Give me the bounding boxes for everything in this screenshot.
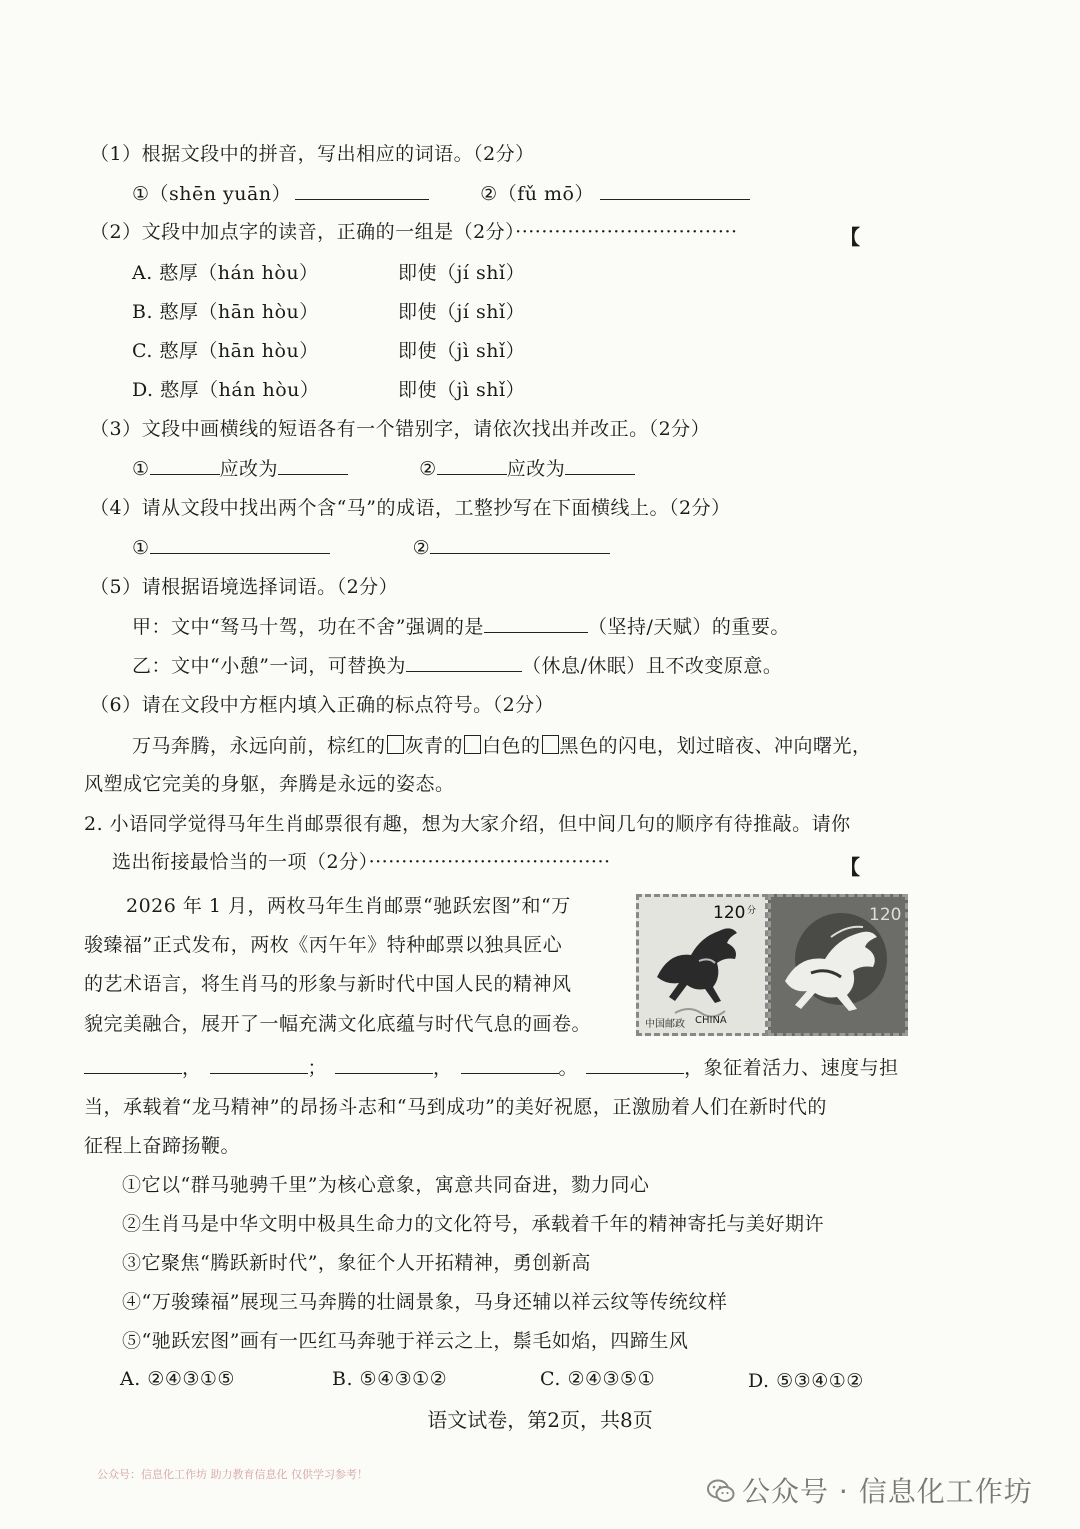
q1-a-label: ①（shēn yuān）: [132, 183, 292, 205]
watermark-right: [706, 1470, 1033, 1510]
q6-passage-line2: 风塑成它完美的身躯，奔腾是永远的姿态。: [84, 773, 455, 795]
q4-a-blank[interactable]: [150, 535, 330, 554]
q5-jia-text: 甲：文中“驽马十驾，功在不舍”强调的是: [132, 616, 484, 638]
q5-yi-line: [132, 653, 782, 679]
q3-b-fix-blank[interactable]: [565, 456, 635, 475]
q7-blank-5[interactable]: [586, 1055, 684, 1074]
q2-option-d: D. 憨厚（hán hòu）: [132, 379, 320, 401]
q7-blank-1[interactable]: [84, 1055, 182, 1074]
q2-option-d-pair: 即使（jì shǐ）: [398, 379, 526, 401]
q6-passage-line1: [132, 733, 872, 759]
q7-prompt-line2: 选出衔接最恰当的一项（2分）·····································: [112, 851, 611, 873]
q4-answer-line: [132, 535, 610, 561]
q4-b-blank[interactable]: [430, 535, 610, 554]
stamp1-country: CHINA: [695, 1015, 727, 1026]
q1-answer-line: [132, 181, 750, 207]
q7-choice-d: D. ⑤③④①②: [748, 1370, 864, 1392]
q7-passage-line1: 2026 年 1 月，两枚马年生肖邮票“驰跃宏图”和“万: [126, 895, 571, 917]
q1-prompt: （1）根据文段中的拼音，写出相应的词语。（2分）: [90, 143, 535, 165]
q7-prompt-line1: 2. 小语同学觉得马年生肖邮票很有趣，想为大家介绍，但中间几句的顺序有待推敲。请你: [84, 813, 851, 835]
q3-prompt: （3）文段中画横线的短语各有一个错别字，请依次找出并改正。（2分）: [90, 418, 711, 440]
q5-yi-blank[interactable]: [406, 653, 522, 672]
q2-option-c-pair: 即使（jì shǐ）: [398, 340, 526, 362]
q2-option-b-pair: 即使（jí shǐ）: [398, 301, 526, 323]
q5-jia-options: （坚持/天赋）的重要。: [587, 616, 790, 638]
q2-option-b: B. 憨厚（hān hòu）: [132, 301, 319, 323]
q7-blanks-tail: ，象征着活力、速度与担: [684, 1057, 899, 1079]
q6-punct-box-2[interactable]: [464, 735, 481, 754]
q7-blank-4[interactable]: [461, 1055, 559, 1074]
q7-answer-bracket[interactable]: 【: [840, 855, 860, 879]
q3-b-label: ②: [419, 458, 437, 480]
q5-jia-line: [132, 614, 790, 640]
horse-illustration-1: [639, 897, 765, 1033]
q3-a-fix-blank[interactable]: [278, 456, 348, 475]
q7-item-4: ④“万骏臻福”展现三马奔腾的壮阔景象，马身还辅以祥云纹等传统纹样: [122, 1291, 728, 1313]
q3-b-wrong-blank[interactable]: [437, 456, 507, 475]
q6-s4: 黑色的闪电，划过暗夜、冲向曙光，: [559, 735, 872, 757]
q7-item-5: ⑤“驰跃宏图”画有一匹红马奔驰于祥云之上，鬃毛如焰，四蹄生风: [122, 1330, 689, 1352]
watermark-right-text: 公众号 · 信息化工作坊: [742, 1475, 1033, 1508]
q7-blank-2[interactable]: [210, 1055, 308, 1074]
stamp1-post-name: 中国邮政: [645, 1019, 685, 1030]
q4-a-label: ①: [132, 537, 150, 559]
q7-blank-3[interactable]: [335, 1055, 433, 1074]
q6-s1: 万马奔腾，永远向前，棕红的: [132, 735, 386, 757]
stamp1-value: 120: [713, 903, 746, 923]
q7-item-2: ②生肖马是中华文明中极具生命力的文化符号，承载着千年的精神寄托与美好期许: [122, 1213, 825, 1235]
q7-item-1: ①它以“群马驰骋千里”为核心意象，寓意共同奋进，勠力同心: [122, 1174, 650, 1196]
stamp1-unit: 分: [747, 906, 757, 916]
q6-s3: 白色的: [482, 735, 541, 757]
q5-jia-blank[interactable]: [484, 614, 588, 633]
q6-s2: 灰青的: [404, 735, 464, 757]
stamp2-value: 120: [869, 905, 902, 925]
q1-b-blank[interactable]: [600, 181, 750, 200]
q5-prompt: （5）请根据语境选择词语。（2分）: [90, 576, 399, 598]
q6-punct-box-3[interactable]: [542, 735, 559, 754]
q2-option-a-pair: 即使（jí shǐ）: [398, 262, 526, 284]
q7-passage-line4: 貌完美融合，展开了一幅充满文化底蕴与时代气息的画卷。: [84, 1013, 592, 1035]
q4-prompt: （4）请从文段中找出两个含“马”的成语，工整抄写在下面横线上。（2分）: [90, 497, 731, 519]
q3-a-wrong-blank[interactable]: [150, 456, 220, 475]
q3-answer-line: [132, 456, 635, 482]
q5-yi-text: 乙：文中“小憩”一词，可替换为: [132, 655, 406, 677]
q2-option-c: C. 憨厚（hān hòu）: [132, 340, 319, 362]
q7-choice-b: B. ⑤④③①②: [332, 1368, 448, 1390]
q2-answer-bracket[interactable]: 【: [840, 225, 860, 249]
q7-passage-line2: 骏臻福”正式发布，两枚《丙午年》特种邮票以独具匠心: [84, 934, 563, 956]
stamp-image-red-horse: [636, 894, 768, 1036]
q5-yi-options: （休息/休眠）且不改变原意。: [521, 655, 783, 677]
wechat-icon: [706, 1477, 736, 1505]
stamp-image-three-horses: [768, 894, 908, 1036]
q4-b-label: ②: [412, 537, 431, 559]
q7-choice-c: C. ②④③⑤①: [540, 1368, 656, 1390]
q7-choice-a: A. ②④③①⑤: [120, 1368, 235, 1390]
q7-passage-line5: 当，承载着“龙马精神”的昂扬斗志和“马到成功”的美好祝愿，正激励着人们在新时代的: [84, 1096, 827, 1118]
q7-passage-line6: 征程上奋蹄扬鞭。: [84, 1135, 241, 1157]
q7-item-3: ③它聚焦“腾跃新时代”，象征个人开拓精神，勇创新高: [122, 1252, 591, 1274]
q6-prompt: （6）请在文段中方框内填入正确的标点符号。（2分）: [90, 694, 555, 716]
q6-punct-box-1[interactable]: [387, 735, 404, 754]
q7-blanks-line: ， ； ， 。 ，象征着活力、速度与担: [84, 1055, 899, 1081]
q3-a-label: ①: [132, 458, 150, 480]
q2-option-a: A. 憨厚（hán hòu）: [132, 262, 319, 284]
q7-passage-line3: 的艺术语言，将生肖马的形象与新时代中国人民的精神风: [84, 973, 572, 995]
page-footer: 语文试卷，第2页，共8页: [427, 1408, 653, 1432]
q1-a-blank[interactable]: [295, 181, 429, 200]
q1-b-label: ②（fǔ mō）: [480, 183, 594, 205]
q2-prompt: （2）文段中加点字的读音，正确的一组是（2分）··································: [90, 221, 738, 243]
q3-b-fix-label: 应改为: [506, 458, 566, 480]
q3-a-fix-label: 应改为: [219, 458, 279, 480]
watermark-left: 公众号：信息化工作坊 助力教育信息化 仅供学习参考！: [97, 1468, 368, 1481]
